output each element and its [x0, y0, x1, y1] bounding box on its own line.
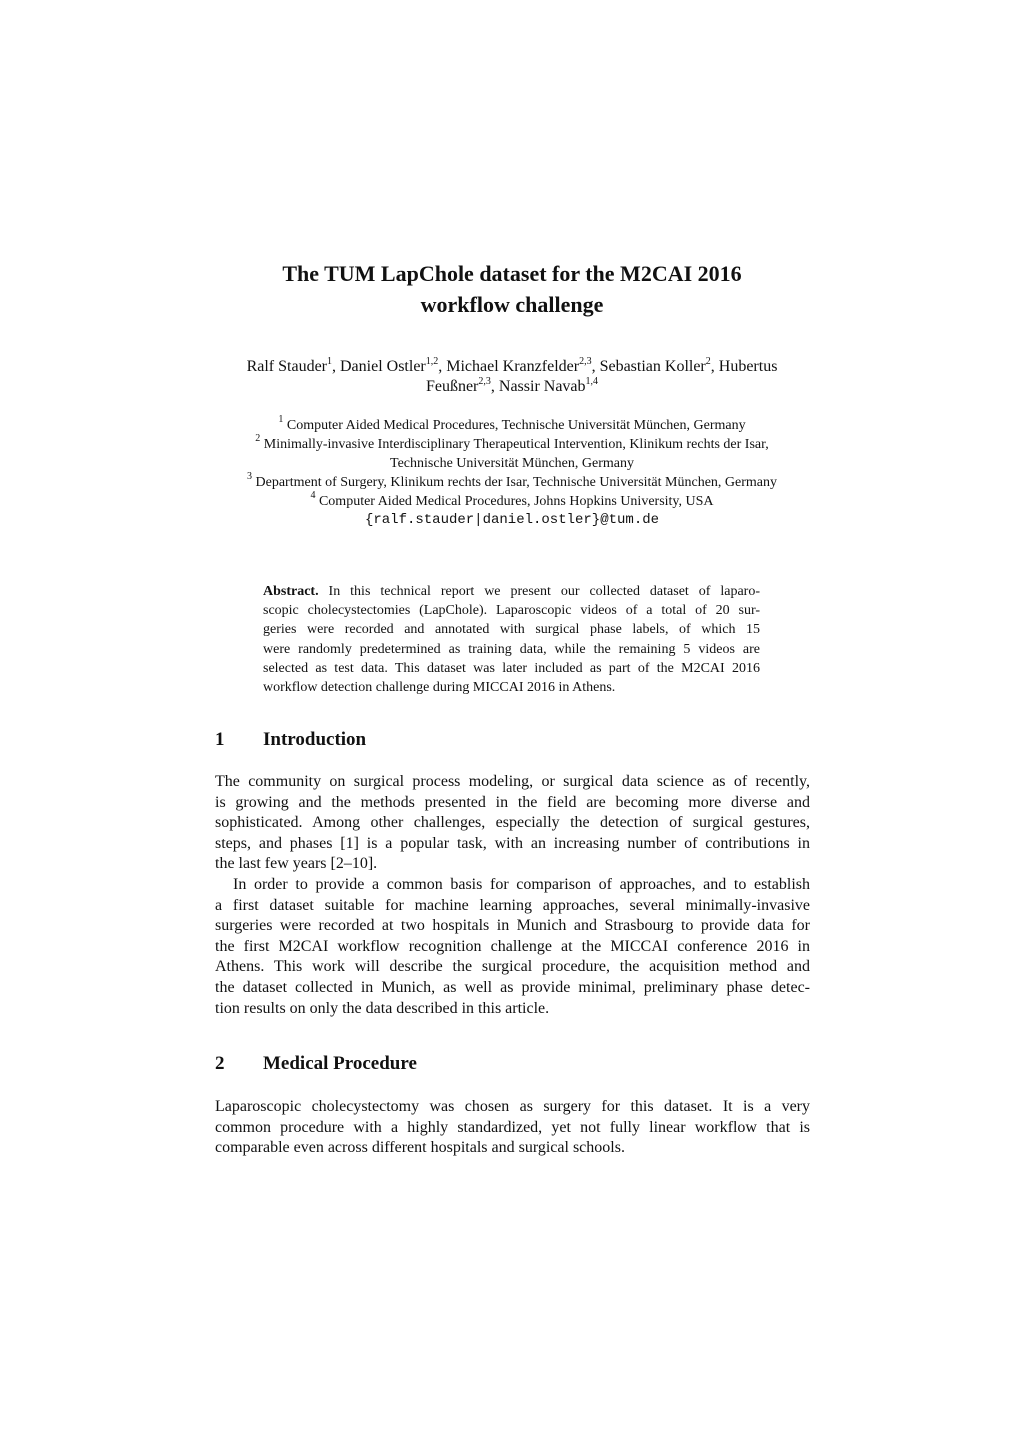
affiliation-text: Computer Aided Medical Procedures, Johns Hopkins University, USA: [315, 494, 714, 509]
author-name: , Daniel Ostler: [332, 358, 426, 375]
author-affil-sup: 2: [705, 355, 711, 367]
section-number: 2: [215, 1053, 225, 1074]
abstract-line: workflow detection challenge during MICCAI 2016 in Athens.: [263, 680, 616, 696]
affiliation-sup: 1: [278, 414, 284, 426]
author-affil-sup: 2,3: [579, 355, 592, 367]
author-affil-sup: 1: [327, 355, 332, 367]
author-affil-sup: 1,2: [425, 355, 439, 367]
intro-paragraph-1: [215, 772, 810, 875]
paragraph-line: The community on surgical process modeling, or surgical data science as of recently,: [215, 773, 810, 790]
paragraph-line: surgeries were recorded at two hospitals in Munich and Strasbourg to provide data for: [215, 917, 810, 935]
paragraph-line: sophisticated. Among other challenges, especially the detection of surgical gestures,: [215, 814, 810, 832]
affiliation-text: Computer Aided Medical Procedures, Technische Universität München, Germany: [283, 418, 746, 433]
author-name: , Sebastian Koller: [591, 358, 706, 375]
abstract-label: Abstract.: [263, 584, 319, 599]
author-line-1: [180, 357, 844, 377]
section-heading-introduction: [215, 728, 366, 752]
procedure-paragraph-1: [215, 1097, 810, 1159]
author-name: Ralf Stauder: [246, 358, 327, 375]
paragraph-line: Athens. This work will describe the surgical procedure, the acquisition method and: [215, 958, 810, 976]
author-name: , Nassir Navab: [490, 378, 586, 395]
paragraph-line: the first M2CAI workflow recognition challenge at the MICCAI conference 2016 in: [215, 937, 810, 955]
affiliation-4: [150, 492, 874, 511]
affiliation-2: [150, 435, 874, 454]
section-heading-medical-procedure: [215, 1052, 417, 1076]
intro-paragraph-2: [215, 875, 810, 1019]
paragraph-line: In order to provide a common basis for comparison of approaches, and to establish: [233, 876, 810, 893]
contact-email[interactable]: {ralf.stauder|daniel.ostler}@tum.de: [364, 512, 660, 528]
section-title: Medical Procedure: [263, 1053, 417, 1074]
affiliation-3: [150, 473, 874, 492]
paragraph-line: the last few years [2–10].: [215, 855, 378, 873]
affiliation-text: Department of Surgery, Klinikum rechts der Isar, Technische Universität München, Germany: [252, 475, 777, 490]
paragraph-line: the dataset collected in Munich, as well as provide minimal, preliminary phase detec-: [215, 978, 810, 996]
affiliation-sup: 4: [310, 490, 316, 502]
abstract-line: [263, 582, 760, 601]
affiliation-list: [150, 416, 874, 530]
section-title: Introduction: [263, 729, 367, 750]
abstract-line: scopic cholecystectomies (LapChole). Laparoscopic videos of a total of 20 sur-: [263, 603, 760, 619]
paper-title: [180, 258, 844, 320]
paragraph-line: is growing and the methods presented in the field are becoming more diverse and: [215, 793, 810, 811]
section-number: 1: [215, 729, 225, 750]
affiliation-text: Minimally-invasive Interdisciplinary Therapeutical Intervention, Klinikum rechts der Isar,: [260, 437, 769, 452]
abstract-text: In this technical report we present our collected dataset of laparo-: [318, 584, 760, 599]
author-name: , Hubertus: [710, 358, 778, 375]
paragraph-line: tion results on only the data described in this article.: [215, 999, 550, 1017]
title-line-1: The TUM LapChole dataset for the M2CAI 2016: [282, 261, 742, 286]
author-name: Feußner: [425, 378, 479, 395]
author-affil-sup: 2,3: [478, 375, 491, 387]
paragraph-line: comparable even across different hospitals and surgical schools.: [215, 1139, 625, 1157]
paragraph-line: a first dataset suitable for machine learning approaches, several minimally-invasive: [215, 896, 810, 914]
abstract: [263, 582, 760, 697]
affiliation-sup: 3: [247, 471, 252, 483]
affiliation-sup: 2: [255, 433, 261, 445]
title-line-2: workflow challenge: [420, 292, 604, 317]
author-list: [180, 357, 844, 397]
author-name: , Michael Kranzfelder: [438, 358, 580, 375]
affiliation-2-cont: Technische Universität München, Germany: [390, 456, 634, 471]
abstract-line: were randomly predetermined as training data, while the remaining 5 videos are: [263, 641, 760, 657]
abstract-line: geries were recorded and annotated with surgical phase labels, of which 15: [263, 622, 760, 638]
paragraph-line: Laparoscopic cholecystectomy was chosen as surgery for this dataset. It is a very: [215, 1098, 810, 1115]
paragraph-line: common procedure with a highly standardized, yet not fully linear workflow that is: [215, 1118, 810, 1136]
author-affil-sup: 1,4: [585, 375, 599, 387]
author-line-2: [180, 377, 844, 397]
paragraph-line: steps, and phases [1] is a popular task, with an increasing number of contributions in: [215, 834, 810, 852]
abstract-line: selected as test data. This dataset was later included as part of the M2CAI 2016: [263, 660, 760, 676]
